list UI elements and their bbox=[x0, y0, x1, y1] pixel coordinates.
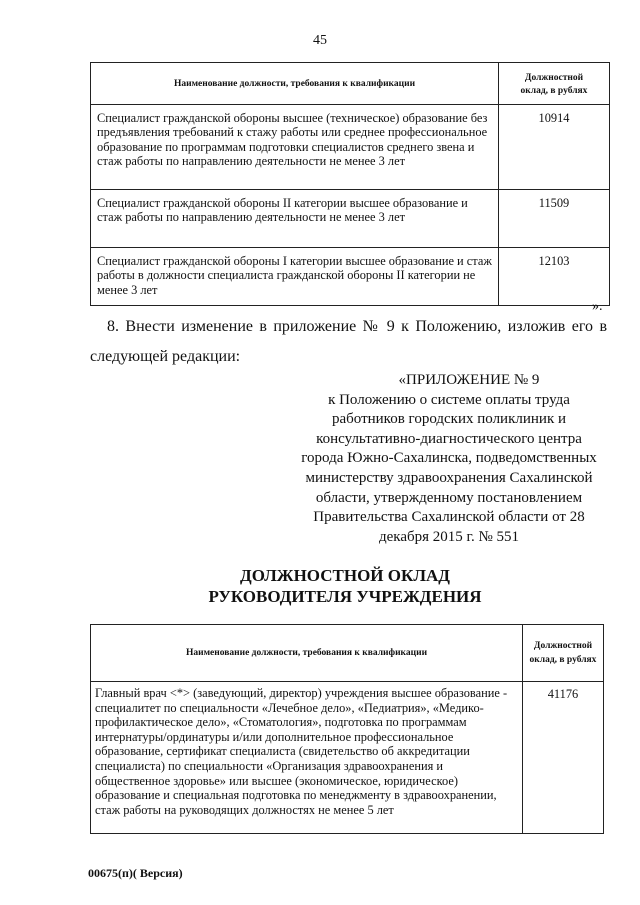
salary-table-civil-defense bbox=[90, 62, 610, 306]
column-header-salary bbox=[523, 625, 604, 682]
table-row bbox=[91, 248, 610, 306]
column-header-position: Наименование должности, требования к квалификации bbox=[91, 63, 499, 105]
position-description: Специалист гражданской обороны II категории высшее образование и стаж работы по направлению деятельности не менее 3 лет bbox=[91, 190, 499, 248]
closing-quote-mark: ». bbox=[592, 299, 603, 314]
column-header-salary-text: Должностной оклад, в рублях bbox=[529, 641, 597, 665]
table-row bbox=[91, 682, 604, 834]
table-header-row bbox=[91, 625, 604, 682]
appendix-body: к Положению о системе оплаты труда работников городских поликлиник и консультативно-диагностического центра города Южно-Сахалинска, подведомственных министерству здравоохранения Сахалинской области, утвержденному постановлением Правительства Сахалинской области от 28 декабря 2015 г. № 551 bbox=[301, 391, 597, 545]
column-header-position: Наименование должности, требования к квалификации bbox=[91, 625, 523, 682]
salary-value: 11509 bbox=[499, 190, 610, 248]
document-footer-code: 00675(п)( Версия) bbox=[88, 866, 183, 880]
table-row bbox=[91, 190, 610, 248]
appendix-heading: «ПРИЛОЖЕНИЕ № 9 bbox=[398, 372, 540, 388]
salary-value: 41176 bbox=[523, 682, 604, 834]
page-number: 45 bbox=[313, 33, 327, 48]
title-line-2: РУКОВОДИТЕЛЯ УЧРЕЖДЕНИЯ bbox=[208, 587, 482, 606]
column-header-salary bbox=[499, 63, 610, 105]
item-8-text-line2: следующей редакции: bbox=[90, 348, 241, 365]
position-description: Главный врач <*> (заведующий, директор) учреждения высшее образование - специалитет по специальности «Лечебное дело», «Педиатрия», «Медико-профилактическое дело», «Стоматология», подготовка по программам интернатуры/ординатуры и/или дополнительное профессиональное образование, сертификат специалиста (свидетельство об аккредитации специалиста) по специальности «Организация здравоохранения и общественное здоровье» или высшее (экономическое, юридическое) образование и специальная подготовка по менеджменту в здравоохранении, стаж работы на руководящих должностях не менее 5 лет bbox=[91, 682, 523, 834]
table-row bbox=[91, 105, 610, 190]
title-line-1: ДОЛЖНОСТНОЙ ОКЛАД bbox=[240, 566, 450, 585]
column-header-salary-text: Должностной оклад, в рублях bbox=[520, 72, 588, 96]
salary-value: 12103 bbox=[499, 248, 610, 306]
table-header-row bbox=[91, 63, 610, 105]
item-8-text-line1: 8. Внести изменение в приложение № 9 к Положению, изложив его в bbox=[107, 318, 607, 335]
position-description: Специалист гражданской обороны I категории высшее образование и стаж работы в должности специалиста гражданской обороны II категории не менее 3 лет bbox=[91, 248, 499, 306]
appendix-block bbox=[298, 371, 600, 547]
position-description: Специалист гражданской обороны высшее (техническое) образование без предъявления требований к стажу работы или среднее профессиональное образование по программам подготовки специалистов среднего звена и стаж работы по направлению деятельности не менее 3 лет bbox=[91, 105, 499, 190]
salary-table-head-of-institution bbox=[90, 624, 604, 834]
document-title bbox=[0, 565, 640, 607]
salary-value: 10914 bbox=[499, 105, 610, 190]
